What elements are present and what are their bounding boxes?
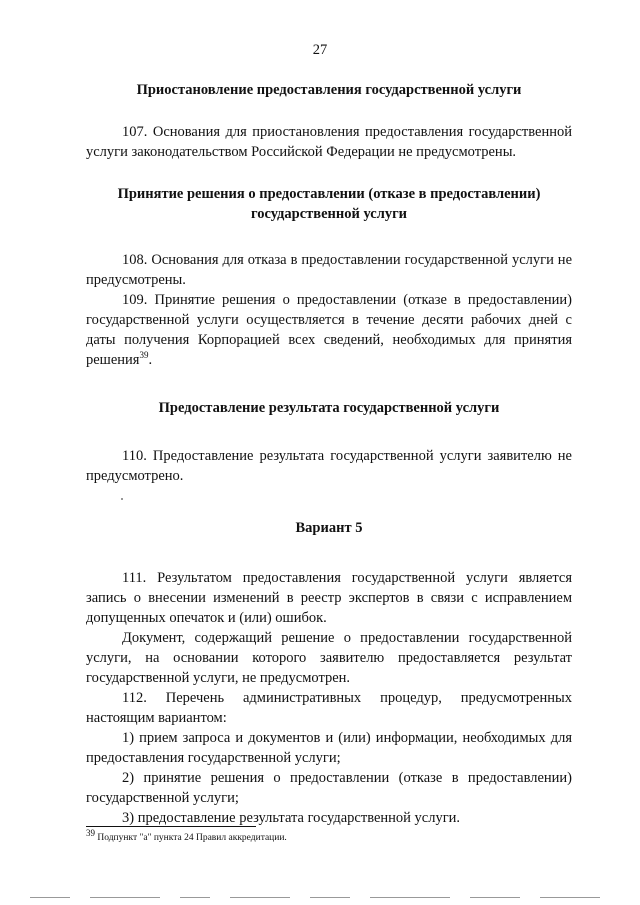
paragraph-111b: Документ, содержащий решение о предоставлении государственной услуги, на основании которого заявителю предоставляется результат государственной услуги, не предусмотрен. (86, 630, 572, 686)
page-number: 27 (312, 42, 328, 58)
footnote-ref-39: 39 (139, 350, 149, 361)
scan-speck (121, 498, 123, 500)
heading-variant-5: Вариант 5 (295, 520, 363, 536)
list-item-3: 3) предоставление результата государственной услуги. (122, 810, 461, 826)
paragraph-109 (86, 290, 572, 370)
heading-result: Предоставление результата государственной услуги (158, 400, 500, 416)
paragraph-108: 108. Основания для отказа в предоставлении государственной услуги не предусмотрены. (86, 252, 572, 288)
footnote-divider (86, 826, 256, 827)
paragraph-112: 112. Перечень административных процедур, предусмотренных настоящим вариантом: (86, 690, 572, 726)
footnote-text: Подпункт "а" пункта 24 Правил аккредитации. (95, 833, 287, 843)
scan-bottom-edge (0, 897, 640, 899)
document-body (86, 80, 572, 828)
paragraph-111: 111. Результатом предоставления государственной услуги является запись о внесении изменений в реестр экспертов в связи с исправлением допущенных опечаток и (или) ошибок. (86, 570, 572, 626)
list-item-1: 1) прием запроса и документов и (или) информации, необходимых для предоставления государственной услуги; (86, 730, 572, 766)
heading-decision-line2: государственной услуги (250, 206, 408, 222)
paragraph-109-end: . (148, 352, 153, 368)
paragraph-107: 107. Основания для приостановления предоставления государственной услуги законодательством Российской Федерации не предусмотрены. (86, 124, 572, 160)
list-item-2: 2) принятие решения о предоставлении (отказе в предоставлении) государственной услуги; (86, 770, 572, 806)
paragraph-110: 110. Предоставление результата государственной услуги заявителю не предусмотрено. (86, 448, 572, 484)
footnote (86, 827, 572, 844)
heading-decision-line1: Принятие решения о предоставлении (отказе в предоставлении) (117, 186, 541, 202)
heading-suspension: Приостановление предоставления государственной услуги (136, 82, 522, 98)
paragraph-109-text: 109. Принятие решения о предоставлении (отказе в предоставлении) государственной услуги осуществляется в течение десяти рабочих дней с даты получения Корпорацией всех сведений, необходимых для принятия решения (86, 292, 572, 368)
footnote-number: 39 (86, 827, 95, 838)
